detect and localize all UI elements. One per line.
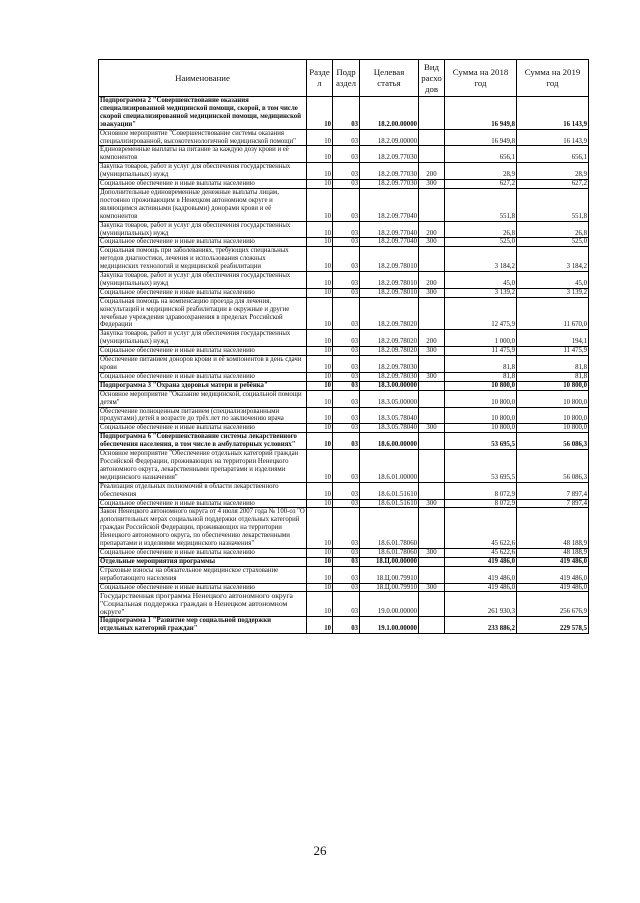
table-row <box>99 330 589 347</box>
cell-sum-2019: 419 486,0 <box>517 557 589 566</box>
cell-podrazdel: 03 <box>333 97 360 130</box>
table-row <box>99 180 589 189</box>
cell-sum-2018: 10 800,0 <box>445 407 517 424</box>
cell-razdel: 10 <box>307 221 333 238</box>
cell-cel: 18.2.09.78030 <box>360 356 419 373</box>
header-vid: Вид расхо дов <box>419 60 445 97</box>
table-row <box>99 372 589 381</box>
cell-podrazdel: 03 <box>333 272 360 289</box>
cell-razdel: 10 <box>307 372 333 381</box>
cell-sum-2019: 229 578,5 <box>517 617 589 634</box>
table-row <box>99 433 589 450</box>
cell-name: Основное мероприятие "Обеспечение отдельных категорий граждан Российской Федерации, проживающих на территории Ненецкого автономного округа, лекарственными препаратами и изделиями медицинского назначения" <box>99 450 307 483</box>
cell-cel: 18.2.09.78010 <box>360 272 419 289</box>
cell-razdel: 10 <box>307 356 333 373</box>
cell-sum-2018: 45 622,6 <box>445 548 517 557</box>
cell-razdel: 10 <box>307 288 333 297</box>
table-row <box>99 617 589 634</box>
cell-sum-2019: 16 143,9 <box>517 129 589 146</box>
budget-table <box>98 59 589 634</box>
cell-vid <box>419 450 445 483</box>
cell-sum-2018: 28,9 <box>445 163 517 180</box>
cell-name: Закупка товаров, работ и услуг для обеспечения государственных (муниципальных) нужд <box>99 163 307 180</box>
cell-cel: 18.6.01.51610 <box>360 482 419 499</box>
cell-cel: 18.2.09.78030 <box>360 372 419 381</box>
cell-razdel: 10 <box>307 247 333 272</box>
cell-cel: 18.2.09.77030 <box>360 180 419 189</box>
cell-vid <box>419 381 445 390</box>
cell-vid <box>419 188 445 221</box>
cell-cel: 19.1.00.00000 <box>360 617 419 634</box>
cell-sum-2019: 419 486,0 <box>517 583 589 592</box>
cell-podrazdel: 03 <box>333 372 360 381</box>
table-row <box>99 97 589 130</box>
table-row <box>99 247 589 272</box>
cell-razdel: 10 <box>307 450 333 483</box>
cell-sum-2019: 48 188,9 <box>517 508 589 549</box>
cell-sum-2018: 3 139,2 <box>445 288 517 297</box>
cell-sum-2019: 525,0 <box>517 238 589 247</box>
cell-vid <box>419 247 445 272</box>
cell-vid <box>419 297 445 330</box>
cell-sum-2019: 81,8 <box>517 356 589 373</box>
cell-sum-2019: 419 486,0 <box>517 566 589 583</box>
cell-razdel: 10 <box>307 566 333 583</box>
cell-sum-2019: 3 184,2 <box>517 247 589 272</box>
cell-razdel: 10 <box>307 548 333 557</box>
cell-vid: 300 <box>419 347 445 356</box>
cell-podrazdel: 03 <box>333 450 360 483</box>
cell-sum-2018: 8 072,9 <box>445 482 517 499</box>
cell-cel: 18.3.05.00000 <box>360 390 419 407</box>
cell-name: Основное мероприятие "Совершенствование системы оказания специализированной, высокотехнологичной медицинской помощи" <box>99 129 307 146</box>
cell-name: Социальная помощь при заболеваниях, требующих специальных методов диагностики, лечения и использования сложных медицинских технологий и медицинской реабилитации <box>99 247 307 272</box>
cell-sum-2018: 12 475,9 <box>445 297 517 330</box>
cell-name: Социальное обеспечение и иные выплаты населению <box>99 347 307 356</box>
cell-cel: 18.3.00.00000 <box>360 381 419 390</box>
cell-podrazdel: 03 <box>333 508 360 549</box>
cell-sum-2018: 45 622,6 <box>445 508 517 549</box>
table-row <box>99 583 589 592</box>
table-row <box>99 129 589 146</box>
cell-sum-2018: 1 000,0 <box>445 330 517 347</box>
cell-name: Страховые взносы на обязательное медицинское страхование неработающего населения <box>99 566 307 583</box>
cell-name: Дополнительные единовременные денежные выплаты лицам, постоянно проживающим в Ненецком автономном округе и являющимся активными (кадровыми) донорами крови и её компонентов <box>99 188 307 221</box>
cell-name: Социальное обеспечение и иные выплаты населению <box>99 424 307 433</box>
cell-name: Отдельные мероприятия программы <box>99 557 307 566</box>
cell-cel: 18.6.01.00000 <box>360 450 419 483</box>
cell-vid <box>419 617 445 634</box>
cell-razdel: 10 <box>307 482 333 499</box>
header-cel: Целевая статья <box>360 60 419 97</box>
cell-razdel: 10 <box>307 592 333 617</box>
cell-podrazdel: 03 <box>333 356 360 373</box>
cell-name: Социальное обеспечение и иные выплаты населению <box>99 499 307 508</box>
table-row <box>99 347 589 356</box>
table-row <box>99 381 589 390</box>
cell-vid: 200 <box>419 330 445 347</box>
cell-razdel: 10 <box>307 163 333 180</box>
table-row <box>99 146 589 163</box>
table-row <box>99 424 589 433</box>
cell-name: Единовременные выплаты на питание за каждую дозу крови и её компонентов <box>99 146 307 163</box>
cell-razdel: 10 <box>307 297 333 330</box>
cell-vid: 300 <box>419 288 445 297</box>
cell-name: Социальное обеспечение и иные выплаты населению <box>99 180 307 189</box>
cell-cel: 18.2.09.00000 <box>360 129 419 146</box>
table-row <box>99 356 589 373</box>
cell-vid: 300 <box>419 548 445 557</box>
table-row <box>99 188 589 221</box>
cell-vid: 300 <box>419 499 445 508</box>
cell-cel: 18.2.00.00000 <box>360 97 419 130</box>
cell-sum-2018: 261 930,3 <box>445 592 517 617</box>
cell-razdel: 10 <box>307 508 333 549</box>
cell-sum-2018: 81,8 <box>445 356 517 373</box>
cell-podrazdel: 03 <box>333 188 360 221</box>
cell-vid <box>419 482 445 499</box>
table-row <box>99 482 589 499</box>
cell-sum-2019: 7 897,4 <box>517 482 589 499</box>
cell-sum-2019: 48 188,9 <box>517 548 589 557</box>
cell-sum-2019: 10 800,0 <box>517 424 589 433</box>
cell-cel: 18.2.09.77040 <box>360 221 419 238</box>
cell-sum-2019: 28,9 <box>517 163 589 180</box>
table-row <box>99 592 589 617</box>
cell-vid: 200 <box>419 272 445 289</box>
cell-sum-2019: 16 143,9 <box>517 97 589 130</box>
header-name: Наименование <box>99 60 307 97</box>
cell-name: Подпрограмма 3 "Охрана здоровья матери и ребёнка" <box>99 381 307 390</box>
cell-podrazdel: 03 <box>333 288 360 297</box>
cell-vid <box>419 407 445 424</box>
cell-podrazdel: 03 <box>333 592 360 617</box>
cell-sum-2019: 56 086,3 <box>517 433 589 450</box>
cell-name: Социальное обеспечение и иные выплаты населению <box>99 548 307 557</box>
cell-razdel: 10 <box>307 146 333 163</box>
cell-sum-2018: 419 486,0 <box>445 557 517 566</box>
cell-name: Государственная программа Ненецкого автономного округа "Социальная поддержка граждан в Ненецком автономном округе" <box>99 592 307 617</box>
table-row <box>99 390 589 407</box>
cell-sum-2018: 551,8 <box>445 188 517 221</box>
cell-cel: 18.6.01.51610 <box>360 499 419 508</box>
cell-cel: 18.2.09.77030 <box>360 163 419 180</box>
cell-name: Обеспечение питанием доноров крови и её компонентов в день сдачи крови <box>99 356 307 373</box>
cell-razdel: 10 <box>307 499 333 508</box>
table-row <box>99 272 589 289</box>
cell-cel: 18.2.09.78020 <box>360 297 419 330</box>
cell-razdel: 10 <box>307 407 333 424</box>
cell-cel: 18.2.09.78020 <box>360 347 419 356</box>
header-podrazdel: Подр аздел <box>333 60 360 97</box>
cell-podrazdel: 03 <box>333 163 360 180</box>
header-razdel: Разде л <box>307 60 333 97</box>
cell-podrazdel: 03 <box>333 433 360 450</box>
cell-name: Социальная помощь на компенсацию проезда для лечения, консультаций и медицинской реабилитации в окружные и другие лечебные учреждения здравоохранения в пределах Российской Федерации <box>99 297 307 330</box>
cell-razdel: 10 <box>307 617 333 634</box>
cell-podrazdel: 03 <box>333 499 360 508</box>
table-row <box>99 221 589 238</box>
cell-sum-2018: 11 475,9 <box>445 347 517 356</box>
table-row <box>99 557 589 566</box>
cell-podrazdel: 03 <box>333 330 360 347</box>
cell-cel: 19.0.00.00000 <box>360 592 419 617</box>
cell-sum-2018: 233 886,2 <box>445 617 517 634</box>
cell-razdel: 10 <box>307 390 333 407</box>
cell-podrazdel: 03 <box>333 180 360 189</box>
cell-podrazdel: 03 <box>333 238 360 247</box>
cell-cel: 18.2.09.78010 <box>360 247 419 272</box>
cell-sum-2018: 53 695,5 <box>445 433 517 450</box>
cell-vid <box>419 356 445 373</box>
cell-vid: 300 <box>419 372 445 381</box>
cell-cel: 18.2.09.77030 <box>360 146 419 163</box>
cell-sum-2018: 3 184,2 <box>445 247 517 272</box>
cell-sum-2019: 81,8 <box>517 372 589 381</box>
cell-name: Закупка товаров, работ и услуг для обеспечения государственных (муниципальных) нужд <box>99 330 307 347</box>
cell-sum-2018: 45,0 <box>445 272 517 289</box>
cell-sum-2018: 10 800,0 <box>445 381 517 390</box>
cell-vid: 200 <box>419 221 445 238</box>
cell-podrazdel: 03 <box>333 482 360 499</box>
cell-sum-2019: 551,8 <box>517 188 589 221</box>
cell-sum-2018: 419 486,0 <box>445 583 517 592</box>
cell-sum-2018: 10 800,0 <box>445 390 517 407</box>
cell-sum-2018: 525,0 <box>445 238 517 247</box>
cell-sum-2018: 16 949,8 <box>445 129 517 146</box>
table-row <box>99 450 589 483</box>
page-number: 26 <box>313 843 327 858</box>
cell-name: Закупка товаров, работ и услуг для обеспечения государственных (муниципальных) нужд <box>99 221 307 238</box>
cell-name: Подпрограмма 2 "Совершенствование оказания специализированной медицинской помощи, скорой, в том числе скорой специализированной медицинской помощи, медицинской эвакуации" <box>99 97 307 130</box>
cell-razdel: 10 <box>307 433 333 450</box>
cell-cel: 18.2.09.78020 <box>360 330 419 347</box>
cell-name: Социальное обеспечение и иные выплаты населению <box>99 372 307 381</box>
cell-name: Социальное обеспечение и иные выплаты населению <box>99 288 307 297</box>
cell-cel: 18.3.05.78040 <box>360 424 419 433</box>
cell-name: Подпрограмма 1 "Развитие мер социальной поддержки отдельных категорий граждан" <box>99 617 307 634</box>
cell-razdel: 10 <box>307 188 333 221</box>
cell-razdel: 10 <box>307 381 333 390</box>
cell-vid: 300 <box>419 583 445 592</box>
cell-vid <box>419 97 445 130</box>
cell-sum-2019: 56 086,3 <box>517 450 589 483</box>
cell-razdel: 10 <box>307 330 333 347</box>
cell-podrazdel: 03 <box>333 617 360 634</box>
table-row <box>99 288 589 297</box>
cell-razdel: 10 <box>307 583 333 592</box>
cell-podrazdel: 03 <box>333 381 360 390</box>
cell-name: Закон Ненецкого автономного округа от 4 июля 2007 года № 100-оз "О дополнительных мерах социальной поддержки отдельных категорий граждан Российской Федерации, проживающих на территории Ненецкого автономного округа, по обеспечению лекарственными препаратами и изделиями медицинского назначения" <box>100 508 305 548</box>
cell-name: Реализация отдельных полномочий в области лекарственного обеспечения <box>99 482 307 499</box>
cell-sum-2018: 16 949,8 <box>445 97 517 130</box>
cell-vid: 300 <box>419 238 445 247</box>
table-row <box>99 508 589 549</box>
cell-cel: 18.2.09.78010 <box>360 288 419 297</box>
cell-sum-2019: 256 676,9 <box>517 592 589 617</box>
cell-cel: 18.2.09.77040 <box>360 238 419 247</box>
cell-cel: 18.3.05.78040 <box>360 407 419 424</box>
cell-sum-2019: 3 139,2 <box>517 288 589 297</box>
cell-vid <box>419 146 445 163</box>
cell-vid <box>419 390 445 407</box>
cell-razdel: 10 <box>307 424 333 433</box>
cell-name: Социальное обеспечение и иные выплаты населению <box>99 238 307 247</box>
cell-vid <box>419 566 445 583</box>
cell-cel: 18.Ц.00.00000 <box>360 557 419 566</box>
cell-cel: 18.2.09.77040 <box>360 188 419 221</box>
table-row <box>99 163 589 180</box>
cell-vid <box>419 557 445 566</box>
cell-razdel: 10 <box>307 129 333 146</box>
cell-podrazdel: 03 <box>333 129 360 146</box>
cell-vid: 300 <box>419 180 445 189</box>
header-sum-2018: Сумма на 2018 год <box>445 60 517 97</box>
cell-sum-2019: 194,1 <box>517 330 589 347</box>
cell-podrazdel: 03 <box>333 548 360 557</box>
cell-cel: 18.6.00.00000 <box>360 433 419 450</box>
cell-razdel: 10 <box>307 238 333 247</box>
cell-cel: 18.Ц.00.79910 <box>360 566 419 583</box>
cell-sum-2019: 10 800,0 <box>517 390 589 407</box>
cell-name: Основное мероприятие "Оказание медицинской, социальной помощи детям" <box>99 390 307 407</box>
cell-sum-2019: 7 897,4 <box>517 499 589 508</box>
table-row <box>99 238 589 247</box>
table-row <box>99 297 589 330</box>
cell-sum-2018: 656,1 <box>445 146 517 163</box>
cell-name: Обеспечение полноценным питанием (специализированными продуктами) детей в возрасте до трёх лет по заключению врача <box>99 407 307 424</box>
cell-sum-2019: 26,8 <box>517 221 589 238</box>
cell-cel: 18.6.01.78060 <box>360 508 419 549</box>
cell-podrazdel: 03 <box>333 221 360 238</box>
cell-podrazdel: 03 <box>333 583 360 592</box>
cell-sum-2018: 81,8 <box>445 372 517 381</box>
cell-razdel: 10 <box>307 557 333 566</box>
cell-podrazdel: 03 <box>333 390 360 407</box>
cell-razdel: 10 <box>307 347 333 356</box>
cell-cel: 18.Ц.00.79910 <box>360 583 419 592</box>
cell-sum-2018: 8 072,9 <box>445 499 517 508</box>
cell-sum-2019: 45,0 <box>517 272 589 289</box>
cell-sum-2018: 419 486,0 <box>445 566 517 583</box>
cell-razdel: 10 <box>307 180 333 189</box>
cell-podrazdel: 03 <box>333 557 360 566</box>
cell-sum-2019: 10 800,0 <box>517 381 589 390</box>
cell-sum-2019: 627,2 <box>517 180 589 189</box>
cell-vid <box>419 592 445 617</box>
cell-cel: 18.6.01.78060 <box>360 548 419 557</box>
table-row <box>99 566 589 583</box>
cell-sum-2018: 26,8 <box>445 221 517 238</box>
cell-podrazdel: 03 <box>333 297 360 330</box>
cell-razdel: 10 <box>307 97 333 130</box>
cell-name: Подпрограмма 6 "Совершенствование системы лекарственного обеспечения населения, в том числе в амбулаторных условиях" <box>99 433 307 450</box>
cell-vid: 300 <box>419 424 445 433</box>
cell-sum-2018: 53 695,5 <box>445 450 517 483</box>
table-row <box>99 407 589 424</box>
cell-podrazdel: 03 <box>333 146 360 163</box>
cell-podrazdel: 03 <box>333 566 360 583</box>
cell-podrazdel: 03 <box>333 247 360 272</box>
table-row <box>99 499 589 508</box>
cell-sum-2019: 10 800,0 <box>517 407 589 424</box>
cell-vid <box>419 508 445 549</box>
cell-podrazdel: 03 <box>333 424 360 433</box>
cell-vid <box>419 433 445 450</box>
cell-vid: 200 <box>419 163 445 180</box>
table-header-row <box>99 60 589 97</box>
cell-sum-2018: 10 800,0 <box>445 424 517 433</box>
cell-sum-2019: 11 475,9 <box>517 347 589 356</box>
cell-sum-2019: 656,1 <box>517 146 589 163</box>
cell-razdel: 10 <box>307 272 333 289</box>
cell-name: Закупка товаров, работ и услуг для обеспечения государственных (муниципальных) нужд <box>99 272 307 289</box>
cell-podrazdel: 03 <box>333 347 360 356</box>
cell-sum-2018: 627,2 <box>445 180 517 189</box>
cell-podrazdel: 03 <box>333 407 360 424</box>
header-sum-2019: Сумма на 2019 год <box>517 60 589 97</box>
cell-vid <box>419 129 445 146</box>
cell-sum-2019: 11 670,0 <box>517 297 589 330</box>
cell-name: Социальное обеспечение и иные выплаты населению <box>99 583 307 592</box>
table-row <box>99 548 589 557</box>
